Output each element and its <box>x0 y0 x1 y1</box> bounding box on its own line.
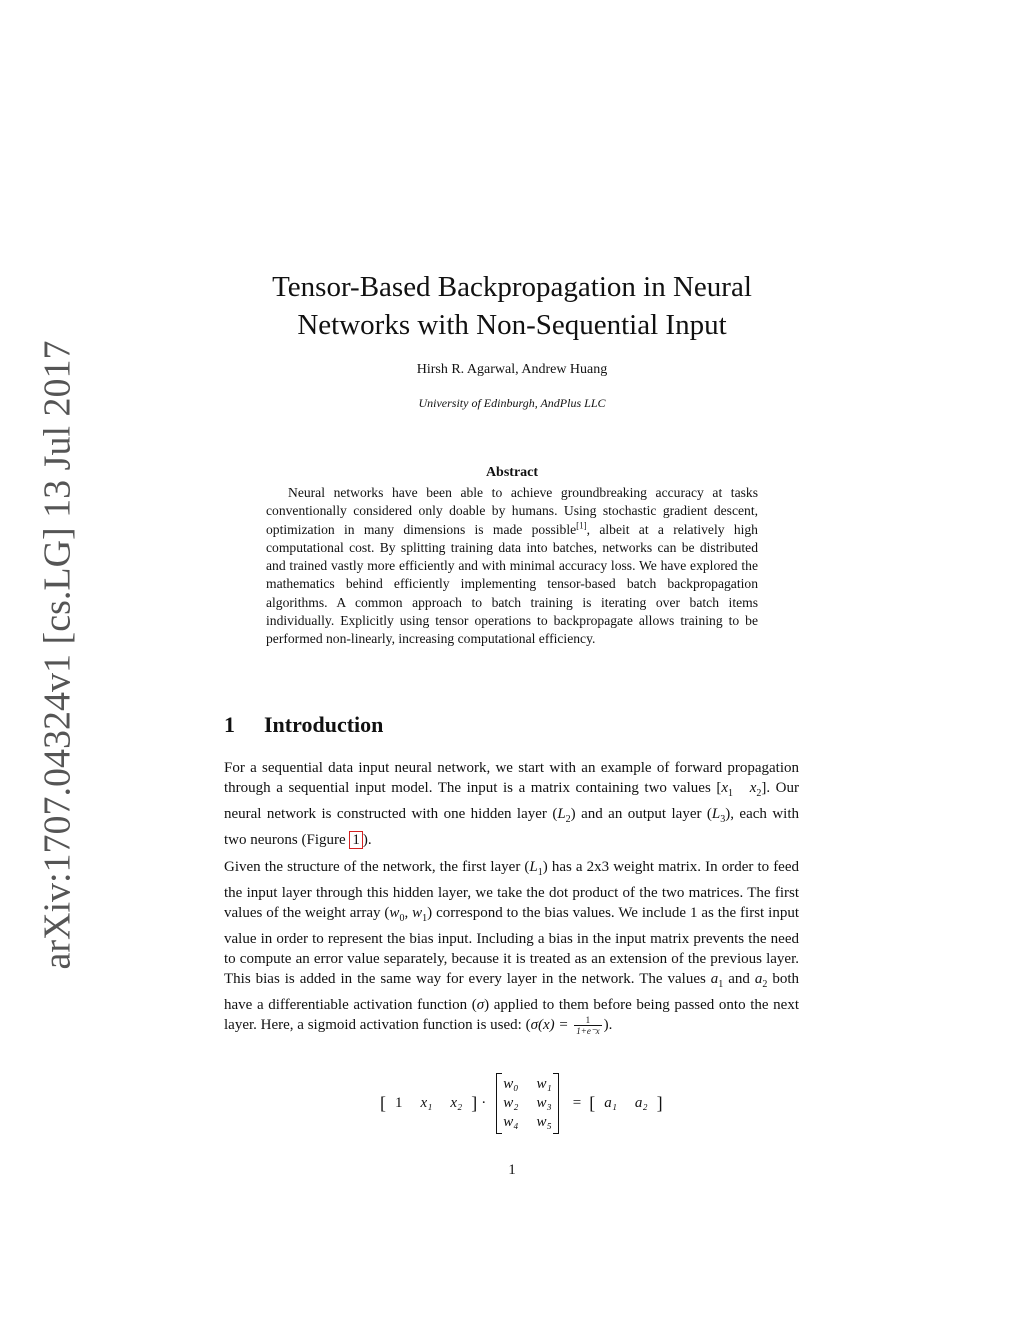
math-sigma: σ <box>476 997 485 1013</box>
math-w: w <box>412 905 423 921</box>
abstract-text-2: , albeit at a relatively high computational cost. By splitting training data into batches, networks can be distributed and trained vastly more efficiently and with minimal accuracy loss. We have explored the mathematics behind efficiently implementing tensor-based batch backpropagation algorithms. A common approach to batch training is iterating over batch items individually. Explicitly using tensor operations to backpropagate allows training to be performed non-linearly, increasing computational efficiency. <box>266 521 758 647</box>
math-L: L <box>711 806 721 822</box>
equals-sign: = <box>572 1094 582 1111</box>
right-bracket: ] <box>656 1092 663 1113</box>
math-x: x <box>749 780 757 796</box>
sigmoid-fraction <box>574 1015 601 1036</box>
para1-text: For a sequential data input neural network, we start with an example of forward propagation through a sequential input model. The input is a matrix containing two values [ <box>224 760 799 796</box>
para2-text: Given the structure of the network, the first layer ( <box>224 859 530 875</box>
left-bracket: [ <box>380 1092 386 1113</box>
dot-operator: · <box>481 1094 487 1111</box>
matrix-equation <box>380 1070 663 1136</box>
math-a: a <box>754 971 763 987</box>
citation[interactable]: [1] <box>576 520 587 531</box>
math-comma: , <box>404 905 413 921</box>
matrix-cell: a₂ <box>634 1094 648 1111</box>
output-row-matrix <box>589 1093 662 1114</box>
matrix-cell: 1 <box>395 1094 403 1111</box>
math-sub: 1 <box>718 979 724 990</box>
matrix-cell: w₁ <box>536 1075 552 1092</box>
title-line-2: Networks with Non-Sequential Input <box>297 309 727 341</box>
math-x: x <box>721 780 729 796</box>
para2-text: ) has a 2x3 weight matrix. In order to feed the input layer through this hidden layer, we take the dot product of the two matrices. The first values of the weight array ( <box>224 859 799 921</box>
matrix-cell: w₄ <box>503 1113 519 1130</box>
math-sub: 1 <box>537 867 543 878</box>
affiliation: University of Edinburgh, AndPlus LLC <box>418 396 606 410</box>
para2-text: ) correspond to the bias values. We include 1 as the first input value in order to represent the bias input. Including a bias in the input matrix prevents the need to compute an error value separately, because it is treated as an extension of the previous layer. This bias is added in the same way for every layer in the network. The values <box>224 905 799 987</box>
matrix-cell: w₂ <box>503 1094 519 1111</box>
section-number: 1 <box>224 712 235 737</box>
math-sub: 1 <box>422 913 428 924</box>
para1-text: ), each with two neurons (Figure <box>224 806 799 848</box>
right-bracket: ] <box>471 1092 478 1113</box>
math-sub: 2 <box>756 788 762 799</box>
arxiv-id: arXiv:1707.04324v1 [cs.LG] 13 Jul 2017 <box>37 340 80 970</box>
para2-text: both have a differentiable activation function ( <box>224 971 799 1013</box>
matrix-cell: w₃ <box>536 1094 552 1111</box>
figure-reference-link[interactable]: 1 <box>349 831 363 849</box>
para2-text: ) applied to them before being passed onto the next layer. Here, a sigmoid activation function is used: ( <box>224 997 799 1033</box>
math-sub: 0 <box>399 913 405 924</box>
fraction-denominator: 1+e⁻x <box>576 1026 600 1037</box>
paragraph-2 <box>224 857 799 1036</box>
section-heading <box>224 712 383 738</box>
matrix-cell: w₀ <box>503 1075 519 1092</box>
matrix-cell: x₂ <box>450 1094 463 1111</box>
matrix-cell: w₅ <box>536 1113 552 1130</box>
matrix-cell: x₁ <box>420 1094 433 1111</box>
math-sub: 1 <box>728 788 734 799</box>
input-row-matrix <box>380 1093 477 1114</box>
paragraph-1 <box>224 758 799 850</box>
abstract-heading: Abstract <box>485 465 539 480</box>
sigmoid-formula: σ(x) = <box>530 1017 573 1033</box>
math-L: L <box>557 806 566 822</box>
para1-text: ). <box>362 832 372 848</box>
abstract-body <box>266 484 758 649</box>
abstract-text-1: Neural networks have been able to achieve groundbreaking accuracy at tasks conventionally considered only doable by humans. Using stochastic gradient descent, optimization in many dimensions is made possible <box>266 485 758 537</box>
para1-text: ]. Our neural network is constructed with one hidden layer ( <box>224 780 800 822</box>
weight-matrix <box>496 1073 558 1134</box>
math-w: w <box>389 905 400 921</box>
para1-text: ) and an output layer ( <box>570 806 712 822</box>
math-sub: 2 <box>762 979 768 990</box>
paper-title <box>200 268 824 344</box>
math-sub: 3 <box>720 814 726 825</box>
para2-text: ). <box>603 1017 613 1033</box>
authors: Hirsh R. Agarwal, Andrew Huang <box>416 362 608 377</box>
math-sub: 2 <box>565 814 571 825</box>
fraction-numerator: 1 <box>574 1015 601 1026</box>
title-line-1: Tensor-Based Backpropagation in Neural <box>272 271 752 303</box>
matrix-cell: a₁ <box>604 1094 617 1111</box>
left-bracket: [ <box>589 1092 596 1113</box>
section-title: Introduction <box>264 712 384 737</box>
math-a: a <box>710 971 719 987</box>
page-number: 1 <box>508 1162 516 1178</box>
math-L: L <box>529 859 538 875</box>
para2-text: and <box>723 971 755 987</box>
